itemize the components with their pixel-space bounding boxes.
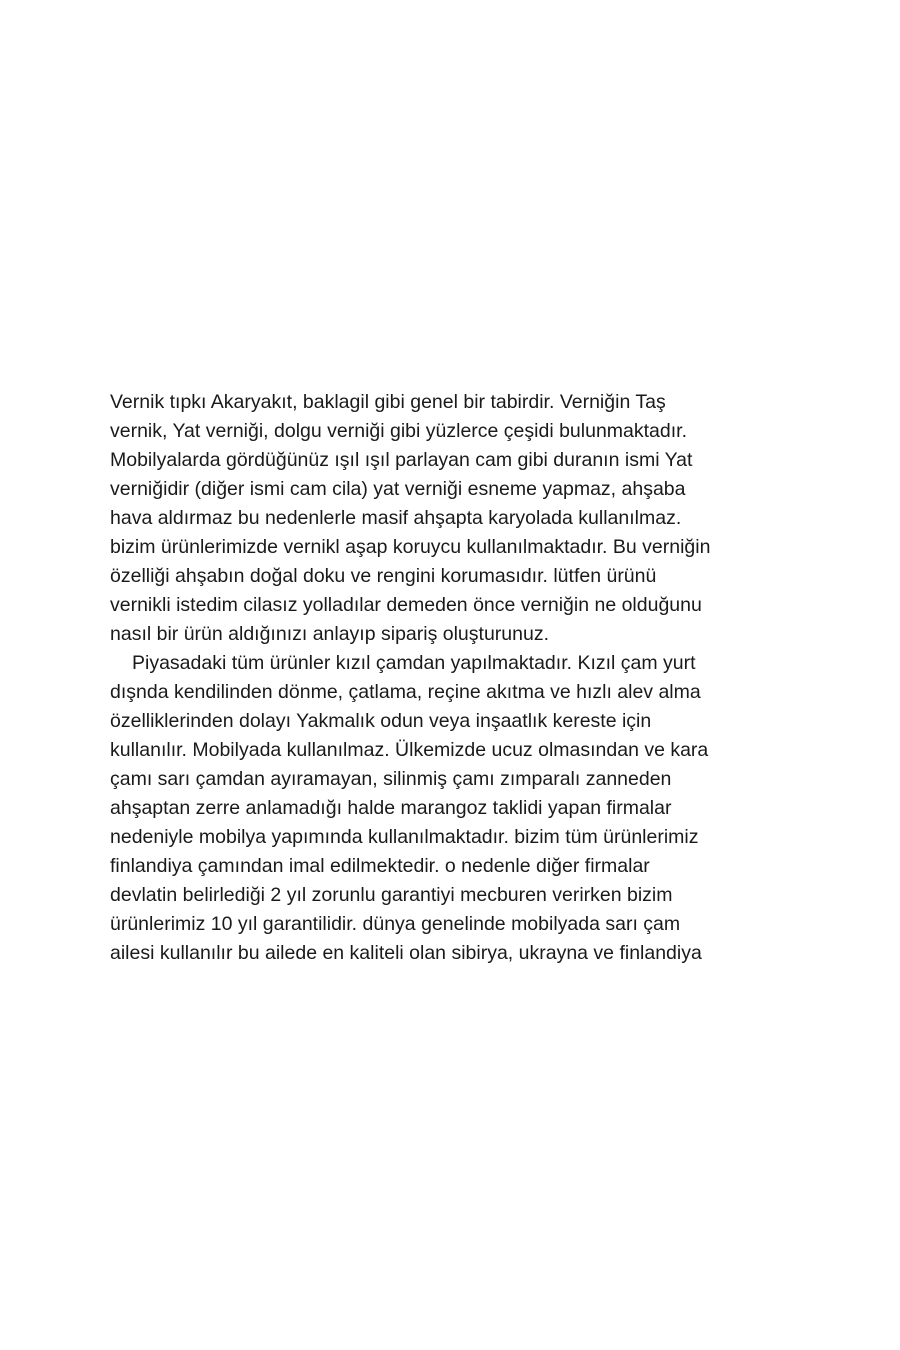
paragraph-varnish (110, 388, 800, 649)
text-line: Mobilyalarda gördüğünüz ışıl ışıl parlayan cam gibi duranın ismi Yat (110, 449, 693, 471)
text-line: kullanılır. Mobilyada kullanılmaz. Ülkemizde ucuz olmasından ve kara (110, 739, 709, 761)
text-line: finlandiya çamından imal edilmektedir. o nedenle diğer firmalar (110, 855, 650, 877)
text-line: ürünlerimiz 10 yıl garantilidir. dünya genelinde mobilyada sarı çam (110, 913, 681, 935)
body-text (110, 388, 800, 970)
text-line: özelliği ahşabın doğal doku ve rengini korumasıdır. lütfen ürünü (110, 565, 657, 587)
text-line: ailesi kullanılır bu ailede en kaliteli olan sibirya, ukrayna ve finlandiya (110, 942, 702, 964)
text-line: nasıl bir ürün aldığınızı anlayıp sipariş oluşturunuz. (110, 623, 549, 645)
text-line: vernikli istedim cilasız yolladılar demeden önce verniğin ne olduğunu (110, 594, 702, 616)
text-line: Piyasadaki tüm ürünler kızıl çamdan yapılmaktadır. Kızıl çam yurt (132, 652, 696, 674)
text-line: Vernik tıpkı Akaryakıt, baklagil gibi genel bir tabirdir. Verniğin Taş (110, 391, 666, 413)
text-line: çamı sarı çamdan ayıramayan, silinmiş çamı zımparalı zanneden (110, 768, 672, 790)
text-line: ahşaptan zerre anlamadığı halde marangoz taklidi yapan firmalar (110, 797, 672, 819)
text-line: dışnda kendilinden dönme, çatlama, reçine akıtma ve hızlı alev alma (110, 681, 701, 703)
text-line: bizim ürünlerimizde vernikl aşap koruycu kullanılmaktadır. Bu verniğin (110, 536, 711, 558)
text-line: nedeniyle mobilya yapımında kullanılmaktadır. bizim tüm ürünlerimiz (110, 826, 699, 848)
text-line: özelliklerinden dolayı Yakmalık odun veya inşaatlık kereste için (110, 710, 652, 732)
text-line: verniğidir (diğer ismi cam cila) yat verniği esneme yapmaz, ahşaba (110, 478, 686, 500)
paragraph-pine (110, 649, 800, 968)
text-line: devlatin belirlediği 2 yıl zorunlu garantiyi mecburen verirken bizim (110, 884, 673, 906)
text-line: hava aldırmaz bu nedenlerle masif ahşapta karyolada kullanılmaz. (110, 507, 682, 529)
text-line: vernik, Yat verniği, dolgu verniği gibi yüzlerce çeşidi bulunmaktadır. (110, 420, 687, 442)
